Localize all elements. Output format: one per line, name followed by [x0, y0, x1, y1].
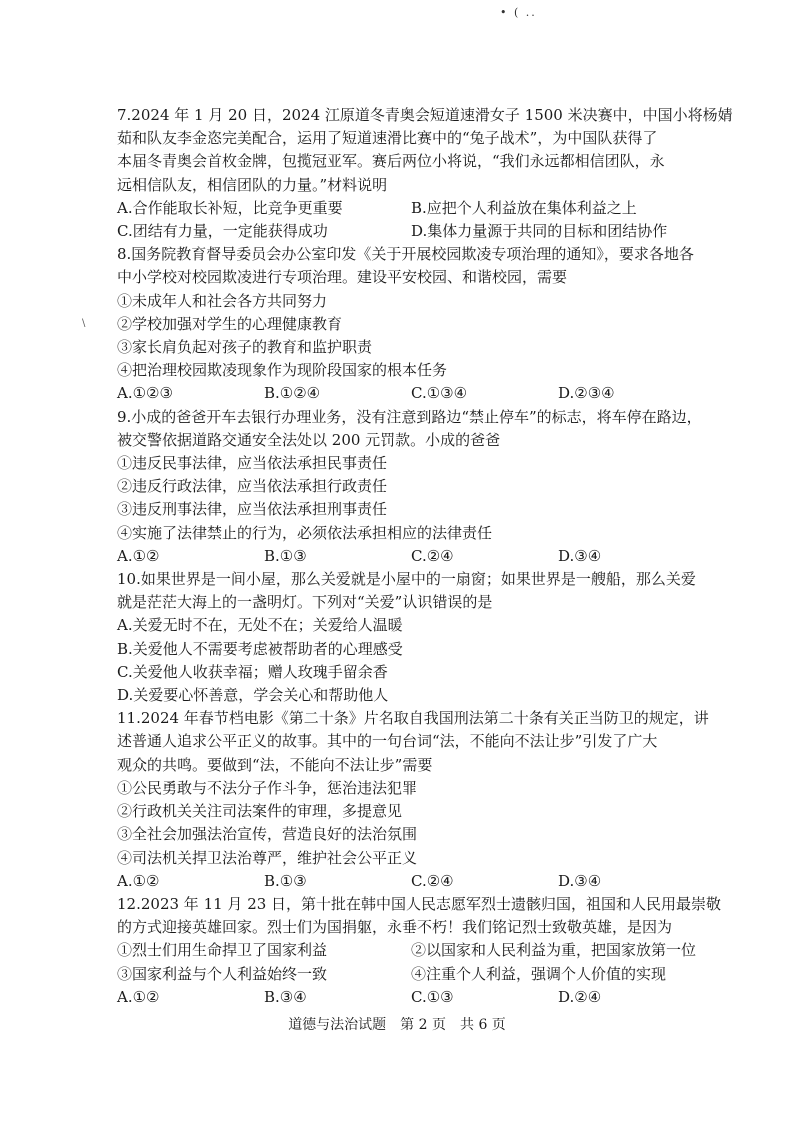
question-12-statements-row-2: [117, 963, 717, 986]
questions-area: [117, 104, 733, 1009]
question-8: [117, 243, 717, 405]
option-b[interactable]: B.关爱他人不需要考虑被帮助者的心理感受: [117, 639, 403, 658]
question-8-line-1: 8.国务院教育督导委员会办公室印发《关于开展校园欺凌专项治理的通知》，要求各地各: [117, 245, 694, 264]
question-8-options: [117, 382, 717, 405]
option-c[interactable]: C.团结有力量，一定能获得成功: [117, 222, 328, 241]
option-b[interactable]: B.应把个人利益放在集体利益之上: [411, 198, 637, 217]
question-11-statement-4: ④司法机关捍卫法治尊严，维护社会公平正义: [117, 848, 418, 867]
option-c[interactable]: C.①③④: [411, 384, 468, 403]
option-d[interactable]: D.③④: [558, 546, 602, 565]
question-11-statement-3: ③全社会加强法治宣传，营造良好的法治氛围: [117, 825, 418, 844]
option-d[interactable]: D.②④: [558, 987, 602, 1006]
question-11-line-3: 观众的共鸣。要做到“法，不能向不法让步”需要: [117, 755, 433, 774]
question-7-options-row-2: [117, 220, 717, 243]
question-7-options-row-1: [117, 197, 717, 220]
question-9-line-2: 被交警依据道路交通安全法处以 200 元罚款。小成的爸爸: [117, 430, 501, 449]
question-9-statement-3: ③违反刑事法律，应当依法承担刑事责任: [117, 500, 388, 519]
question-10-line-2: 就是茫茫大海上的一盏明灯。下列对“关爱”认识错误的是: [117, 593, 493, 612]
option-a[interactable]: A.①②: [117, 871, 160, 890]
question-12-options: [117, 986, 717, 1009]
question-8-line-2: 中小学校对校园欺凌进行专项治理。建设平安校园、和谐校园，需要: [117, 268, 568, 287]
question-7-line-4: 远相信队友，相信团队的力量。”材料说明: [117, 175, 388, 194]
question-9-statement-2: ②违反行政法律，应当依法承担行政责任: [117, 477, 388, 496]
option-d[interactable]: D.集体力量源于共同的目标和团结协作: [411, 222, 668, 241]
page-footer: 道德与法治试题 第 2 页 共 6 页: [288, 1017, 506, 1033]
question-10-line-1: 10.如果世界是一间小屋，那么关爱就是小屋中的一扇窗；如果世界是一艘船，那么关爱: [117, 570, 696, 589]
question-9: [117, 406, 717, 568]
option-b[interactable]: B.①③: [264, 871, 307, 890]
option-a[interactable]: A.关爱无时不在，无处不在；关爱给人温暖: [117, 616, 403, 635]
question-10: [117, 568, 717, 707]
question-12: [117, 893, 722, 1009]
option-d[interactable]: D.②③④: [558, 384, 615, 403]
question-12-statement-3: ③国家利益与个人利益始终一致: [117, 964, 328, 983]
option-a[interactable]: A.①②③: [117, 384, 173, 403]
question-9-options: [117, 545, 717, 568]
question-8-statement-2: ②学校加强对学生的心理健康教育: [117, 314, 343, 333]
option-d[interactable]: D.关爱要心怀善意，学会关心和帮助他人: [117, 686, 389, 705]
option-b[interactable]: B.③④: [264, 987, 307, 1006]
question-9-statement-4: ④实施了法律禁止的行为，必须依法承担相应的法律责任: [117, 523, 493, 542]
option-a[interactable]: A.①②: [117, 987, 160, 1006]
stray-mark: \: [82, 318, 86, 329]
option-a[interactable]: A.①②: [117, 546, 160, 565]
question-11: [117, 707, 717, 893]
option-c[interactable]: C.关爱他人收获幸福；赠人玫瑰手留余香: [117, 662, 388, 681]
option-c[interactable]: C.①③: [411, 987, 454, 1006]
option-a[interactable]: A.合作能取长补短，比竞争更重要: [117, 198, 343, 217]
question-11-statement-1: ①公民勇敢与不法分子作斗争，惩治违法犯罪: [117, 778, 418, 797]
question-9-statement-1: ①违反民事法律，应当依法承担民事责任: [117, 454, 388, 473]
question-12-statement-2: ②以国家和人民利益为重，把国家放第一位: [411, 941, 697, 960]
question-9-line-1: 9.小成的爸爸开车去银行办理业务，没有注意到路边“禁止停车”的标志，将车停在路边，: [117, 407, 702, 426]
question-12-line-1: 12.2023 年 11 月 23 日，第十批在韩中国人民志愿军烈士遗骸归国，祖国和人民用最崇敬: [117, 894, 722, 913]
option-c[interactable]: C.②④: [411, 871, 454, 890]
question-11-line-1: 11.2024 年春节档电影《第二十条》片名取自我国刑法第二十条有关正当防卫的规定，讲: [117, 709, 709, 728]
question-11-options: [117, 870, 717, 893]
question-11-statement-2: ②行政机关关注司法案件的审理，多提意见: [117, 802, 403, 821]
option-c[interactable]: C.②④: [411, 546, 454, 565]
option-b[interactable]: B.①②④: [264, 384, 321, 403]
question-11-line-2: 述普通人追求公平正义的故事。其中的一句台词“法，不能向不法让步”引发了广大: [117, 732, 658, 751]
question-12-statements-row-1: [117, 939, 717, 962]
question-12-statement-4: ④注重个人利益，强调个人价值的实现: [411, 964, 667, 983]
option-b[interactable]: B.①③: [264, 546, 307, 565]
question-8-statement-4: ④把治理校园欺凌现象作为现阶段国家的根本任务: [117, 361, 448, 380]
option-d[interactable]: D.③④: [558, 871, 602, 890]
question-12-line-2: 的方式迎接英雄回家。烈士们为国捐躯，永垂不朽！我们铭记烈士致敬英雄，是因为: [117, 918, 673, 937]
scan-mark: • ( ..: [500, 6, 537, 19]
question-7: [117, 104, 733, 243]
question-7-line-1: 7.2024 年 1 月 20 日，2024 江原道冬青奥会短道速滑女子 1500 米决赛中，中国小将杨婧: [117, 106, 733, 124]
question-12-statement-1: ①烈士们用生命捍卫了国家利益: [117, 941, 328, 960]
question-7-line-2: 茹和队友李金恣完美配合，运用了短道速滑比赛中的“兔子战术”，为中国队获得了: [117, 129, 658, 148]
question-8-statement-3: ③家长肩负起对孩子的教育和监护职责: [117, 338, 373, 357]
question-8-statement-1: ①未成年人和社会各方共同努力: [117, 291, 328, 310]
question-7-line-3: 本届冬青奥会首枚金牌，包揽冠亚军。赛后两位小将说，“我们永远都相信团队，永: [117, 152, 665, 171]
